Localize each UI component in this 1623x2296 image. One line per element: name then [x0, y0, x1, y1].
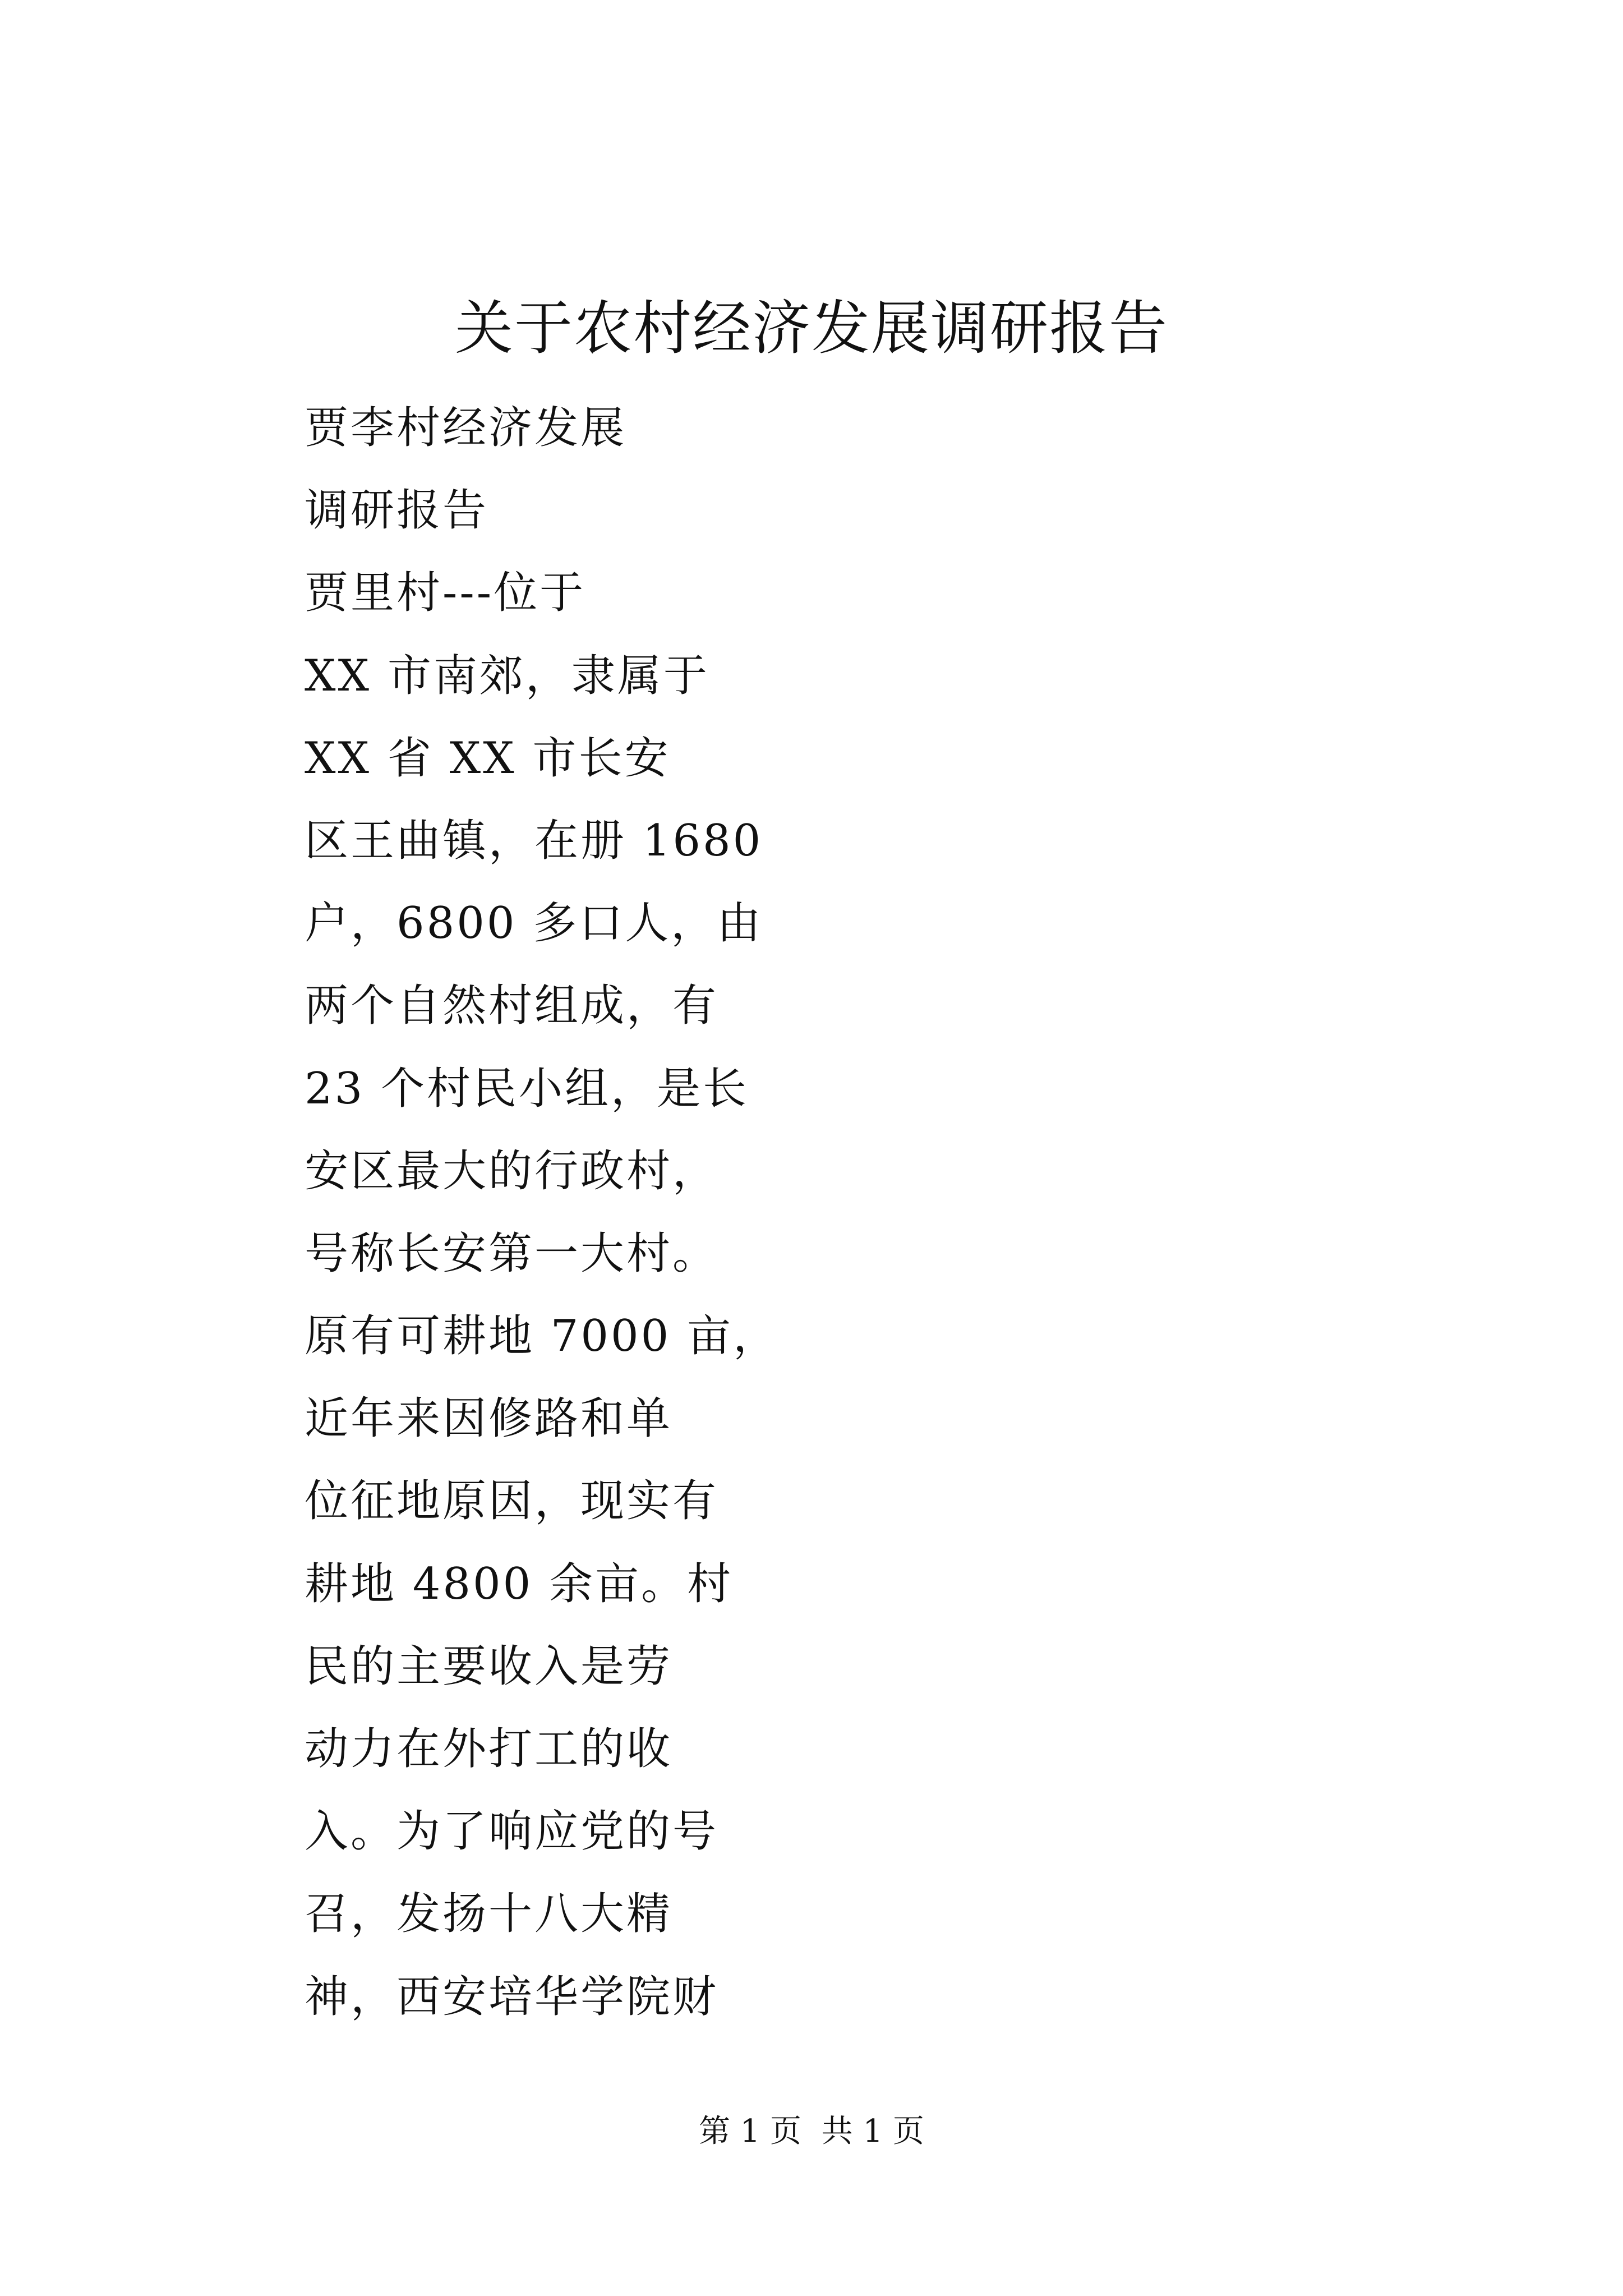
body-line: 安区最大的行政村，	[305, 1145, 719, 1197]
document-title: 关于农村经济发展调研报告	[454, 294, 1168, 362]
body-line: 入。为了响应党的号	[305, 1806, 719, 1857]
body-line: 贾李村经济发展	[305, 403, 627, 453]
body-line: 民的主要收入是劳	[305, 1641, 673, 1692]
body-line: 贾里村---位于	[305, 568, 586, 619]
body-line: 召，发扬十八大精	[305, 1889, 673, 1940]
document-body	[305, 387, 1090, 2039]
body-line: 耕地 4800 余亩。村	[305, 1558, 734, 1609]
body-line: XX 省 XX 市长安	[305, 733, 671, 784]
body-line: 位征地原因，现实有	[305, 1476, 719, 1527]
body-line: 神，西安培华学院财	[305, 1971, 719, 2022]
body-line: XX 市南郊，隶属于	[305, 650, 709, 701]
body-line: 区王曲镇，在册 1680	[305, 815, 763, 866]
page-footer	[0, 2109, 1623, 2154]
body-line: 动力在外打工的收	[305, 1724, 673, 1774]
page-total: 共 1 页	[821, 2113, 925, 2150]
footer-spacer	[801, 2113, 822, 2150]
body-line: 两个自然村组成，有	[305, 981, 719, 1032]
body-line: 户，6800 多口人，由	[305, 898, 763, 949]
page-number: 第 1 页	[698, 2113, 802, 2150]
body-line: 号称长安第一大村。	[305, 1228, 719, 1279]
body-line: 23 个村民小组，是长	[305, 1063, 749, 1114]
body-line: 调研报告	[305, 485, 489, 536]
body-line: 原有可耕地 7000 亩，	[305, 1311, 780, 1362]
body-line: 近年来因修路和单	[305, 1393, 673, 1444]
